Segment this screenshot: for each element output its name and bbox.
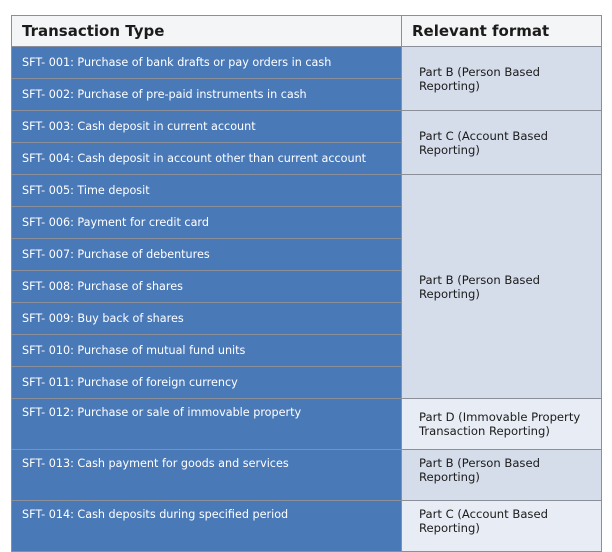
transaction-type-cell: SFT- 014: Cash deposits during specified period <box>12 501 402 552</box>
relevant-format-cell: Part B (Person Based Reporting) <box>402 450 602 501</box>
transaction-type-cell: SFT- 001: Purchase of bank drafts or pay orders in cash <box>12 47 402 79</box>
table-row <box>12 175 602 207</box>
transaction-type-cell: SFT- 012: Purchase or sale of immovable property <box>12 399 402 450</box>
transaction-type-cell: SFT- 003: Cash deposit in current account <box>12 111 402 143</box>
relevant-format-cell: Part C (Account Based Reporting) <box>402 111 602 175</box>
transaction-type-cell: SFT- 009: Buy back of shares <box>12 303 402 335</box>
table-row <box>12 399 602 450</box>
transaction-type-cell: SFT- 006: Payment for credit card <box>12 207 402 239</box>
relevant-format-cell: Part B (Person Based Reporting) <box>402 175 602 399</box>
transaction-type-cell: SFT- 013: Cash payment for goods and services <box>12 450 402 501</box>
transaction-type-cell: SFT- 007: Purchase of debentures <box>12 239 402 271</box>
transaction-type-cell: SFT- 008: Purchase of shares <box>12 271 402 303</box>
relevant-format-cell: Part C (Account Based Reporting) <box>402 501 602 552</box>
table-row <box>12 47 602 79</box>
transaction-type-cell: SFT- 005: Time deposit <box>12 175 402 207</box>
transaction-type-cell: SFT- 010: Purchase of mutual fund units <box>12 335 402 367</box>
table-row <box>12 450 602 501</box>
table-row <box>12 111 602 143</box>
sft-format-table <box>11 15 602 552</box>
relevant-format-cell: Part B (Person Based Reporting) <box>402 47 602 111</box>
transaction-type-cell: SFT- 002: Purchase of pre-paid instruments in cash <box>12 79 402 111</box>
header-relevant-format: Relevant format <box>402 16 602 47</box>
transaction-type-cell: SFT- 004: Cash deposit in account other than current account <box>12 143 402 175</box>
relevant-format-cell: Part D (Immovable Property Transaction Reporting) <box>402 399 602 450</box>
header-transaction-type: Transaction Type <box>12 16 402 47</box>
header-row <box>12 16 602 47</box>
transaction-type-cell: SFT- 011: Purchase of foreign currency <box>12 367 402 399</box>
